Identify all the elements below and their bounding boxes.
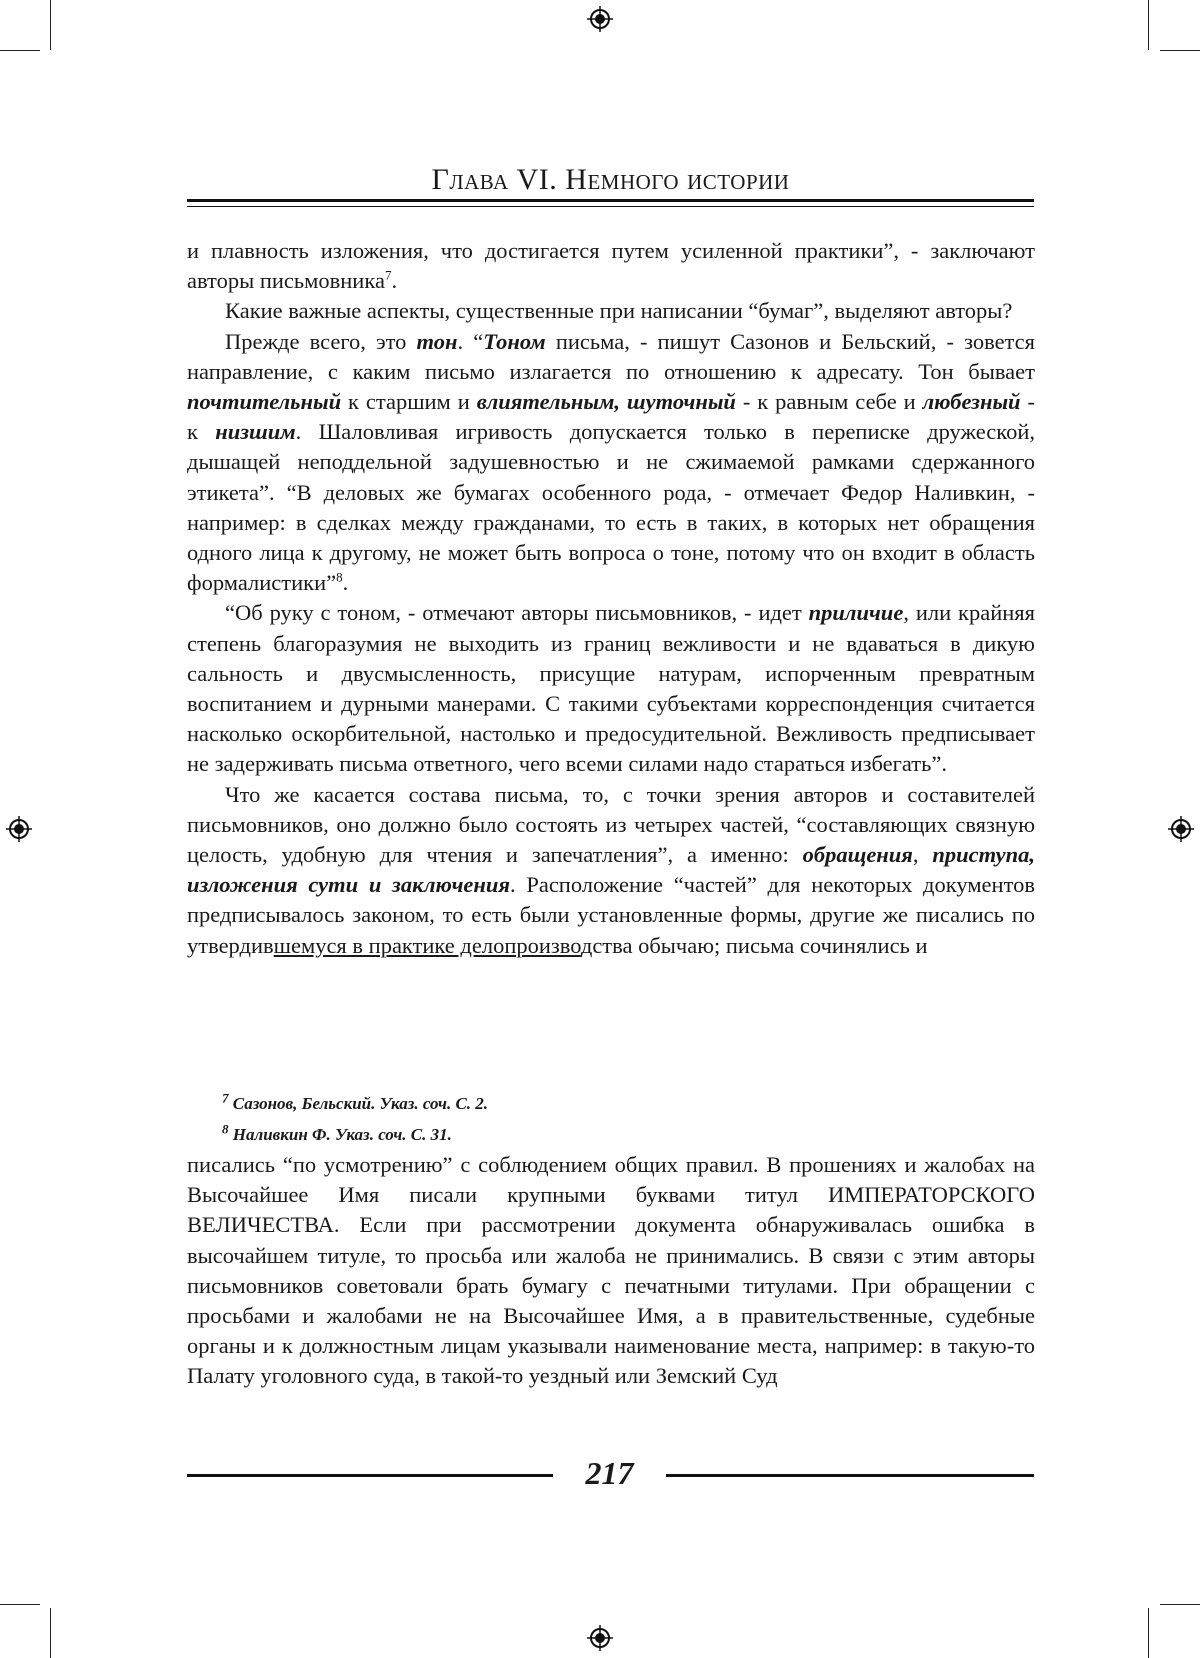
registration-mark-left-icon: [6, 816, 32, 842]
text-run: - к: [187, 389, 1035, 445]
paragraph-4: [187, 598, 1035, 779]
footnote-text: Наливкин Ф. Указ. соч. С. 31.: [228, 1125, 452, 1144]
crop-mark-bottom-left-h: [0, 1604, 40, 1605]
crop-mark-top-left-v: [50, 0, 51, 50]
text-run: , или крайняя степень благоразумия не выходить из границ вежливости и не вдаваться в дикую сальность и двусмысленность, присущие натурам, испорченным превратным воспитанием и дурными манерами. С такими субъектами корреспонденция считается насколько оскорбительной, настолько и предосудительной. Вежливость предписывает не задерживать письма ответного, чего всеми силами надо стараться избегать”.: [187, 600, 1035, 777]
footnote-number: 8: [222, 1121, 229, 1137]
body-text: [187, 236, 1035, 961]
text-run: .: [391, 268, 398, 294]
text-run: шемуся в практике делопроизво: [273, 932, 581, 958]
text-run: Прежде всего, это: [225, 328, 417, 354]
text-run: и плавность изложения, что достигается путем усиленной практики”, - заключают авторы письмовника: [187, 238, 1035, 294]
registration-mark-right-icon: [1168, 816, 1194, 842]
emphasis-text: любезный: [922, 389, 1021, 415]
text-run: “Об руку с тоном, - отмечают авторы письмовников, - идет: [225, 600, 809, 626]
page-number-rule-left: [187, 1474, 553, 1477]
text-run: Какие важные аспекты, существенные при написании “бумаг”, выделяют авторы?: [225, 298, 1013, 324]
footnote-number: 7: [222, 1090, 229, 1106]
page-number-rule-right: [666, 1474, 1034, 1477]
crop-mark-bottom-left-v: [50, 1608, 51, 1658]
footnote-8: [222, 1119, 1022, 1150]
running-header: Глава VI. Немного истории: [431, 163, 790, 196]
registration-mark-top-icon: [587, 6, 613, 32]
footnote-ref: 8: [336, 569, 343, 585]
text-run: ,: [912, 842, 933, 868]
paragraph-3: [187, 327, 1035, 599]
emphasis-text: тон: [416, 328, 458, 354]
continuation-paragraph: писались “по усмотрению” с соблюдением общих правил. В прошениях и жалобах на Высочайшее Имя писали крупными буквами титул ИМПЕРАТОРСКОГО ВЕЛИЧЕСТВА. Если при рассмотрении документа обнаруживалась ошибка в высочайшем титуле, то просьба или жалоба не принимались. В связи с этим авторы письмовников советовали брать бумагу с печатными титулами. При обращении с просьбами и жалобами не на Высочайшее Имя, а в правительственные, судебные органы и к должностным лицам указывали наименование места, например: в такую-то Палату уголовного суда, в такой-то уездный или Земский Суд: [187, 1152, 1035, 1389]
crop-mark-top-left-h: [0, 50, 40, 51]
footnote-text: Сазонов, Бельский. Указ. соч. С. 2.: [228, 1094, 489, 1113]
footnotes: [222, 1088, 1022, 1150]
crop-mark-top-right-h: [1160, 50, 1200, 51]
page-number: 217: [585, 1455, 634, 1491]
footnote-ref: 7: [384, 267, 392, 283]
paragraph-1: [187, 236, 1035, 296]
paragraph-2: [187, 296, 1035, 326]
header-rule-thick: [187, 199, 1034, 202]
footnote-7: [222, 1088, 1022, 1119]
crop-mark-top-right-v: [1148, 0, 1149, 50]
emphasis-text: влиятельным, шуточный: [476, 389, 736, 415]
emphasis-text: приличие: [808, 600, 904, 626]
text-run: дства обычаю; письма сочинялись и: [580, 932, 928, 958]
text-run: - к равным себе и: [735, 389, 923, 415]
header-rule-thin: [187, 206, 1034, 207]
text-run: .: [342, 570, 349, 596]
emphasis-text: низшим: [215, 419, 296, 445]
continuation-text: [187, 1150, 1035, 1392]
emphasis-text: почтительный: [187, 389, 342, 415]
text-run: . “: [457, 328, 484, 354]
paragraph-5: [187, 780, 1035, 961]
emphasis-text: приступа, изложения сути и заключения: [187, 842, 1035, 898]
text-run: письма, - пишут Сазонов и Бельский, - зовется направление, с каким письмо излагается по отношению к адресату. Тон бывает: [187, 328, 1035, 384]
crop-mark-bottom-right-v: [1148, 1608, 1149, 1658]
text-run: . Шаловливая игривость допускается только в переписке дружеской, дышащей неподдельной задушевностью и не сжимаемой рамками сдержанного этикета”. “В деловых же бумагах особенного рода, - отмечает Федор Наливкин, - например: в сделках между гражданами, то есть в таких, в которых нет обращения одного лица к другому, не может быть вопроса о тоне, потому что он входит в область формалистики”: [187, 419, 1035, 596]
text-run: к старшим и: [341, 389, 477, 415]
text-run: . Расположение “частей” для некоторых документов предписывалось законом, то есть были установленные формы, другие же писались по утвердив: [187, 872, 1035, 958]
emphasis-text: Тоном: [483, 328, 546, 354]
crop-mark-bottom-right-h: [1160, 1604, 1200, 1605]
emphasis-text: обращения: [802, 842, 913, 868]
text-run: Что же касается состава письма, то, с точки зрения авторов и составителей письмовников, оно должно было состоять из четырех частей, “составляющих связную целость, удобную для чтения и запечатления”, а именно:: [187, 781, 1035, 868]
registration-mark-bottom-icon: [587, 1625, 613, 1651]
